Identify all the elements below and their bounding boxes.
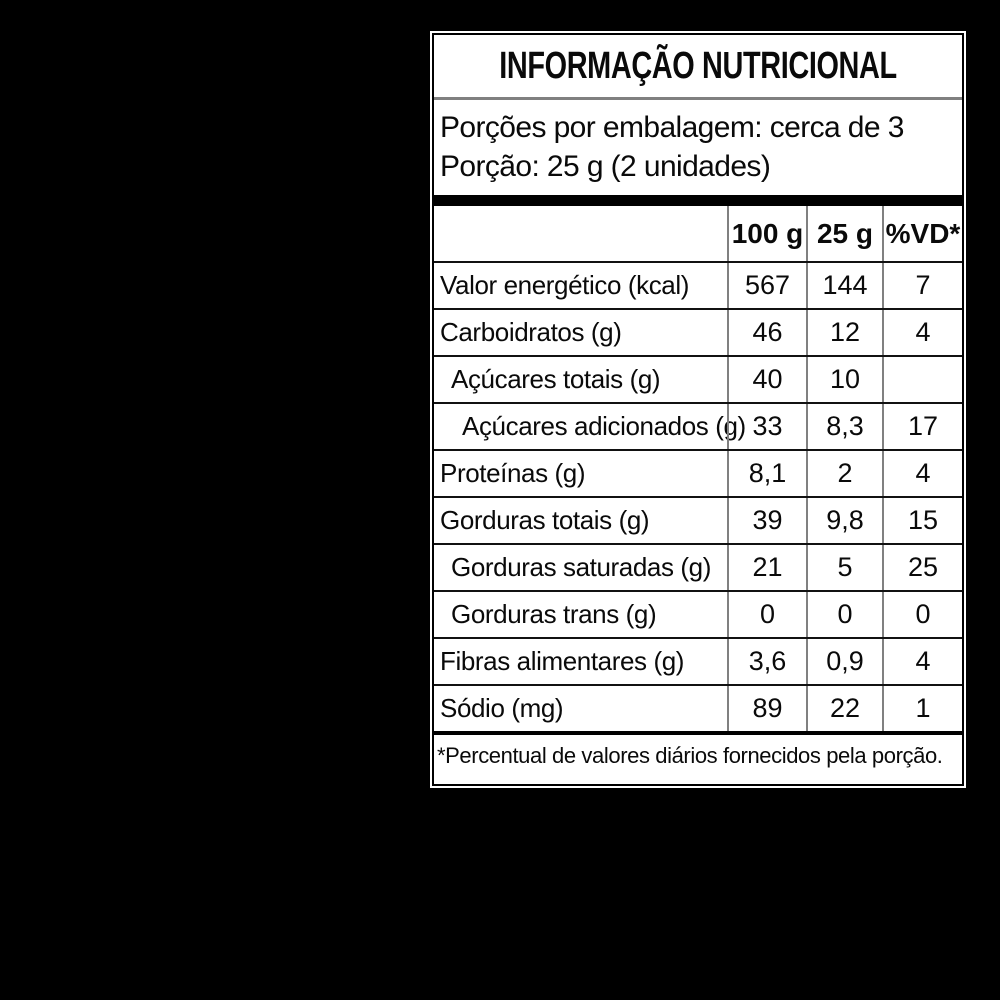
label-title: INFORMAÇÃO NUTRICIONAL [499, 45, 897, 87]
value-100g: 3,6 [727, 639, 806, 684]
value-daily: 4 [882, 310, 962, 355]
nutrition-label-frame [432, 33, 964, 786]
header-thick-bar [434, 195, 962, 206]
nutrient-name: Gorduras saturadas (g) [451, 552, 711, 582]
table-row [434, 355, 962, 402]
value-daily: 1 [882, 686, 962, 731]
table-row [434, 590, 962, 637]
nutrient-name: Gorduras trans (g) [451, 599, 657, 629]
table-row [434, 637, 962, 684]
nutrient-name: Carboidratos (g) [440, 317, 622, 347]
column-header-nutrient [434, 206, 727, 261]
table-row [434, 449, 962, 496]
value-25g: 144 [806, 263, 882, 308]
value-25g: 10 [806, 357, 882, 402]
value-daily: 7 [882, 263, 962, 308]
value-daily: 15 [882, 498, 962, 543]
table-row [434, 543, 962, 590]
value-100g: 21 [727, 545, 806, 590]
value-daily: 17 [882, 404, 962, 449]
column-header-daily-value: %VD* [882, 206, 962, 261]
nutrient-name: Fibras alimentares (g) [440, 646, 685, 676]
value-100g: 33 [727, 404, 806, 449]
value-daily [882, 357, 962, 402]
column-header-100g: 100 g [727, 206, 806, 261]
nutrition-label [430, 31, 966, 788]
value-100g: 40 [727, 357, 806, 402]
nutrition-rows [434, 263, 962, 731]
serving-info [434, 100, 962, 195]
table-row [434, 684, 962, 731]
nutrient-name: Valor energético (kcal) [440, 270, 689, 300]
value-25g: 22 [806, 686, 882, 731]
nutrient-name: Açúcares totais (g) [451, 364, 661, 394]
daily-value-footnote: *Percentual de valores diários fornecidos pela porção. [437, 743, 943, 768]
nutrient-name: Gorduras totais (g) [440, 505, 650, 535]
value-25g: 0 [806, 592, 882, 637]
value-100g: 567 [727, 263, 806, 308]
nutrient-name: Açúcares adicionados (g) [462, 411, 746, 441]
value-25g: 5 [806, 545, 882, 590]
value-25g: 8,3 [806, 404, 882, 449]
table-row [434, 308, 962, 355]
value-daily: 0 [882, 592, 962, 637]
table-header-row [434, 206, 962, 263]
nutrient-name: Proteínas (g) [440, 458, 586, 488]
value-100g: 0 [727, 592, 806, 637]
table-row [434, 496, 962, 543]
value-25g: 9,8 [806, 498, 882, 543]
value-25g: 0,9 [806, 639, 882, 684]
table-row [434, 263, 962, 308]
value-daily: 4 [882, 451, 962, 496]
value-25g: 12 [806, 310, 882, 355]
serving-size: Porção: 25 g (2 unidades) [440, 150, 771, 183]
column-header-25g: 25 g [806, 206, 882, 261]
value-25g: 2 [806, 451, 882, 496]
value-100g: 89 [727, 686, 806, 731]
nutrient-name: Sódio (mg) [440, 693, 564, 723]
value-100g: 46 [727, 310, 806, 355]
value-100g: 8,1 [727, 451, 806, 496]
value-daily: 25 [882, 545, 962, 590]
servings-per-package: Porções por embalagem: cerca de 3 [440, 111, 904, 144]
value-daily: 4 [882, 639, 962, 684]
table-row [434, 402, 962, 449]
value-100g: 39 [727, 498, 806, 543]
